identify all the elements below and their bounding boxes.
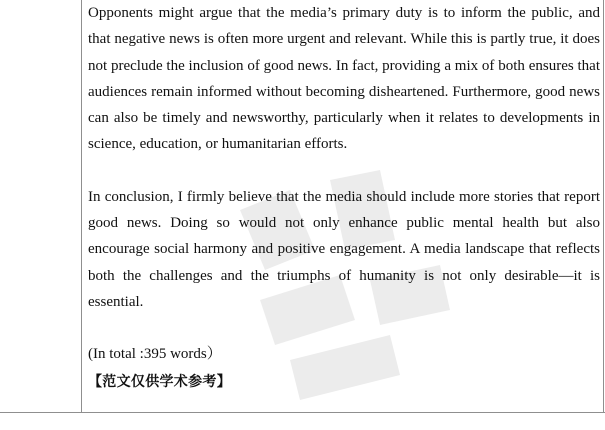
reference-note: 【范文仅供学术参考】 <box>88 373 231 390</box>
table-right-border <box>603 0 604 413</box>
essay-content <box>88 0 600 395</box>
paragraph-counterargument: Opponents might argue that the media’s primary duty is to inform the public, and that negative news is often more urgent and relevant. While this is partly true, it does not preclude the inclusion of good news. In fact, providing a mix of both ensures that audiences remain informed without becoming disheartened. Furthermore, good news can also be timely and newsworthy, particularly when it relates to developments in science, education, or humanitarian efforts. <box>88 5 600 153</box>
table-left-column-border <box>81 0 82 413</box>
paragraph-conclusion: In conclusion, I firmly believe that the media should include more stories that report good news. Doing so would not only enhance public mental health but also encourage social harmony and positive engagement. A media landscape that reflects both the challenges and the triumphs of humanity is not only desirable—it is essential. <box>88 188 600 310</box>
word-count: (In total :395 words） <box>88 346 222 363</box>
